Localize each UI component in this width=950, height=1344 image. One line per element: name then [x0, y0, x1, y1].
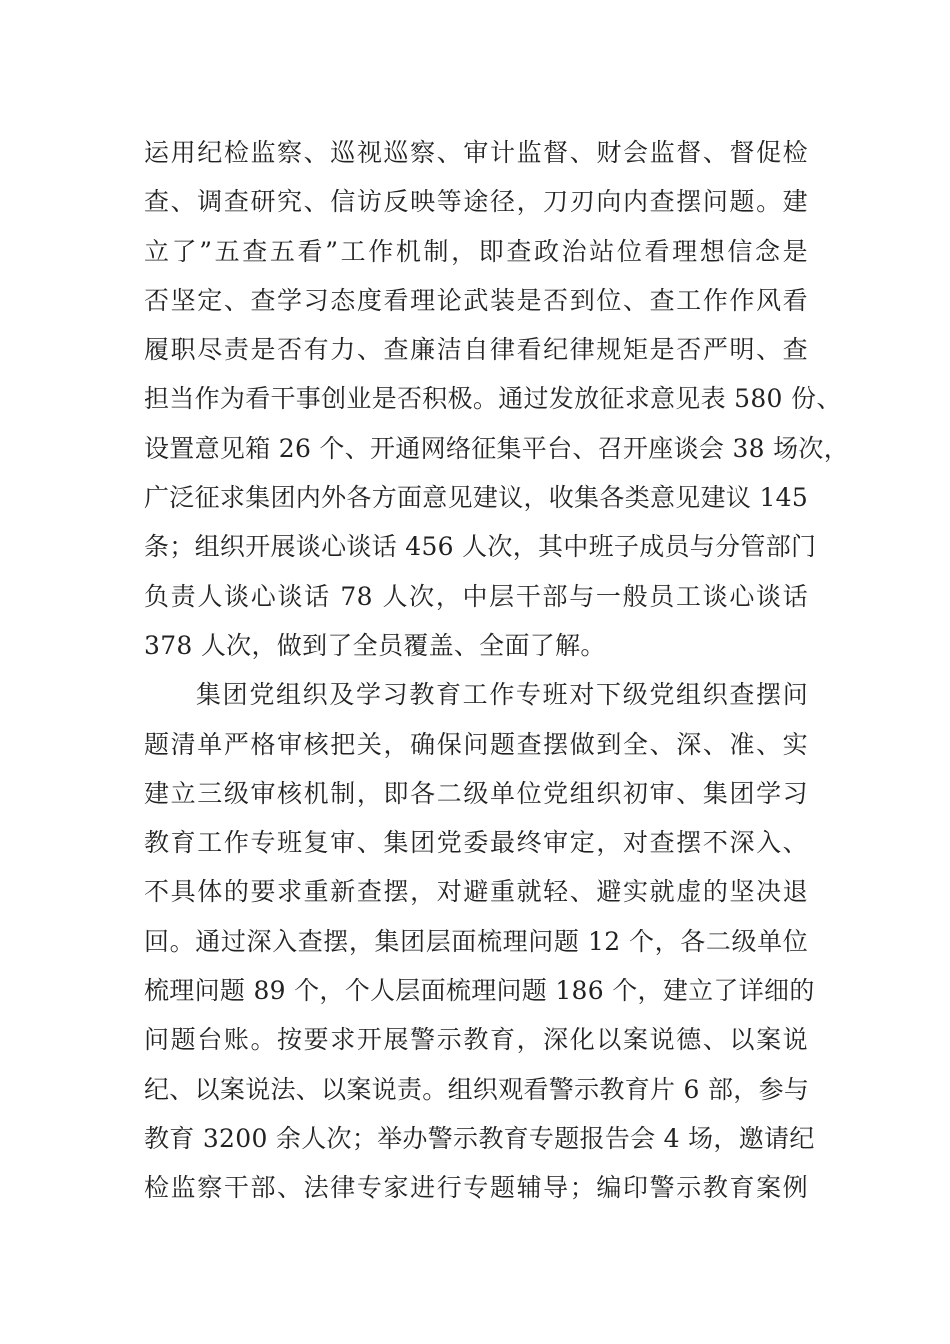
paragraph-line: 检监察干部、法律专家进行专题辅导；编印警示教育案例	[144, 1173, 808, 1203]
paragraph-line: 查、调查研究、信访反映等途径，刀刃向内查摆问题。建	[144, 187, 808, 217]
paragraph-line: 教育工作专班复审、集团党委最终审定，对查摆不深入、	[144, 828, 808, 858]
paragraph-line: 纪、以案说法、以案说责。组织观看警示教育片 6 部，参与	[144, 1074, 810, 1104]
paragraph-line: 建立三级审核机制，即各二级单位党组织初审、集团学习	[144, 778, 808, 808]
paragraph-line: 教育 3200 余人次；举办警示教育专题报告会 4 场，邀请纪	[144, 1123, 815, 1153]
paragraph-line: 负责人谈心谈话 78 人次，中层干部与一般员工谈心谈话	[144, 581, 808, 611]
paragraph-line: 立了”五查五看”工作机制，即查政治站位看理想信念是	[144, 236, 808, 266]
paragraph-line: 问题台账。按要求开展警示教育，深化以案说德、以案说	[144, 1025, 808, 1055]
paragraph-line: 378 人次，做到了全员覆盖、全面了解。	[144, 630, 606, 660]
paragraph-2	[144, 670, 815, 1212]
paragraph-line: 履职尽责是否有力、查廉洁自律看纪律规矩是否严明、查	[144, 335, 808, 365]
paragraph-line: 设置意见箱 26 个、开通网络征集平台、召开座谈会 38 场次，	[144, 433, 850, 463]
paragraph-line: 运用纪检监察、巡视巡察、审计监督、财会监督、督促检	[144, 138, 808, 167]
paragraph-line: 广泛征求集团内外各方面意见建议，收集各类意见建议 145	[144, 483, 809, 513]
paragraph-line: 回。通过深入查摆，集团层面梳理问题 12 个，各二级单位	[144, 926, 808, 956]
paragraph-line: 题清单严格审核把关，确保问题查摆做到全、深、准、实	[144, 729, 808, 759]
document-body	[144, 128, 850, 1213]
paragraph-1	[144, 128, 850, 670]
paragraph-line: 集团党组织及学习教育工作专班对下级党组织查摆问	[196, 680, 808, 710]
paragraph-line: 担当作为看干事创业是否积极。通过发放征求意见表 580 份、	[144, 384, 842, 414]
paragraph-line: 否坚定、查学习态度看理论武装是否到位、查工作作风看	[144, 285, 808, 315]
paragraph-line: 不具体的要求重新查摆，对避重就轻、避实就虚的坚决退	[144, 877, 808, 907]
paragraph-line: 条；组织开展谈心谈话 456 人次，其中班子成员与分管部门	[144, 532, 817, 562]
paragraph-line: 梳理问题 89 个，个人层面梳理问题 186 个，建立了详细的	[144, 976, 815, 1006]
